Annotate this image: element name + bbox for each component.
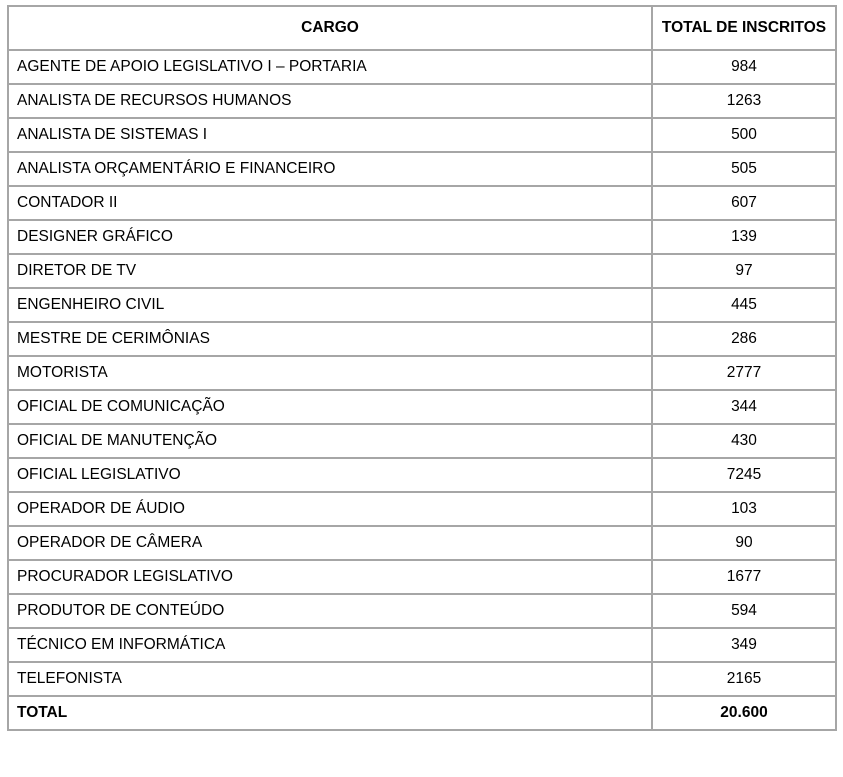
table-row <box>8 424 836 458</box>
table-row <box>8 220 836 254</box>
total-cell: 97 <box>652 254 836 288</box>
table-row <box>8 594 836 628</box>
table-row <box>8 118 836 152</box>
table-row <box>8 152 836 186</box>
cargo-cell: MESTRE DE CERIMÔNIAS <box>8 322 652 356</box>
table-row <box>8 254 836 288</box>
cargo-cell: TELEFONISTA <box>8 662 652 696</box>
total-cell: 594 <box>652 594 836 628</box>
cargo-cell: DESIGNER GRÁFICO <box>8 220 652 254</box>
header-cargo: CARGO <box>8 6 652 50</box>
table-row <box>8 50 836 84</box>
table-row <box>8 560 836 594</box>
table-row <box>8 628 836 662</box>
total-cell: 349 <box>652 628 836 662</box>
table-total-row <box>8 696 836 730</box>
cargo-cell: ANALISTA DE SISTEMAS I <box>8 118 652 152</box>
cargo-cell: OFICIAL LEGISLATIVO <box>8 458 652 492</box>
table-row <box>8 288 836 322</box>
total-label-cell: TOTAL <box>8 696 652 730</box>
cargo-cell: OPERADOR DE ÁUDIO <box>8 492 652 526</box>
total-cell: 445 <box>652 288 836 322</box>
cargo-cell: ANALISTA ORÇAMENTÁRIO E FINANCEIRO <box>8 152 652 186</box>
registrations-table-wrapper <box>7 5 835 731</box>
cargo-cell: MOTORISTA <box>8 356 652 390</box>
cargo-cell: DIRETOR DE TV <box>8 254 652 288</box>
header-total-inscritos: TOTAL DE INSCRITOS <box>652 6 836 50</box>
total-cell: 430 <box>652 424 836 458</box>
total-cell: 286 <box>652 322 836 356</box>
cargo-cell: TÉCNICO EM INFORMÁTICA <box>8 628 652 662</box>
table-row <box>8 356 836 390</box>
total-cell: 139 <box>652 220 836 254</box>
cargo-cell: PROCURADOR LEGISLATIVO <box>8 560 652 594</box>
table-row <box>8 526 836 560</box>
total-cell: 505 <box>652 152 836 186</box>
total-cell: 1263 <box>652 84 836 118</box>
cargo-cell: PRODUTOR DE CONTEÚDO <box>8 594 652 628</box>
cargo-cell: OFICIAL DE MANUTENÇÃO <box>8 424 652 458</box>
table-row <box>8 186 836 220</box>
table-row <box>8 84 836 118</box>
table-header-row <box>8 6 836 50</box>
grand-total-cell: 20.600 <box>652 696 836 730</box>
total-cell: 607 <box>652 186 836 220</box>
table-row <box>8 458 836 492</box>
total-cell: 500 <box>652 118 836 152</box>
cargo-cell: OPERADOR DE CÂMERA <box>8 526 652 560</box>
total-cell: 984 <box>652 50 836 84</box>
total-cell: 90 <box>652 526 836 560</box>
table-row <box>8 492 836 526</box>
total-cell: 344 <box>652 390 836 424</box>
cargo-cell: CONTADOR II <box>8 186 652 220</box>
total-cell: 103 <box>652 492 836 526</box>
registrations-table <box>7 5 837 731</box>
total-cell: 2165 <box>652 662 836 696</box>
cargo-cell: ANALISTA DE RECURSOS HUMANOS <box>8 84 652 118</box>
cargo-cell: ENGENHEIRO CIVIL <box>8 288 652 322</box>
total-cell: 7245 <box>652 458 836 492</box>
table-row <box>8 322 836 356</box>
cargo-cell: OFICIAL DE COMUNICAÇÃO <box>8 390 652 424</box>
total-cell: 2777 <box>652 356 836 390</box>
table-row <box>8 662 836 696</box>
table-row <box>8 390 836 424</box>
total-cell: 1677 <box>652 560 836 594</box>
cargo-cell: AGENTE DE APOIO LEGISLATIVO I – PORTARIA <box>8 50 652 84</box>
